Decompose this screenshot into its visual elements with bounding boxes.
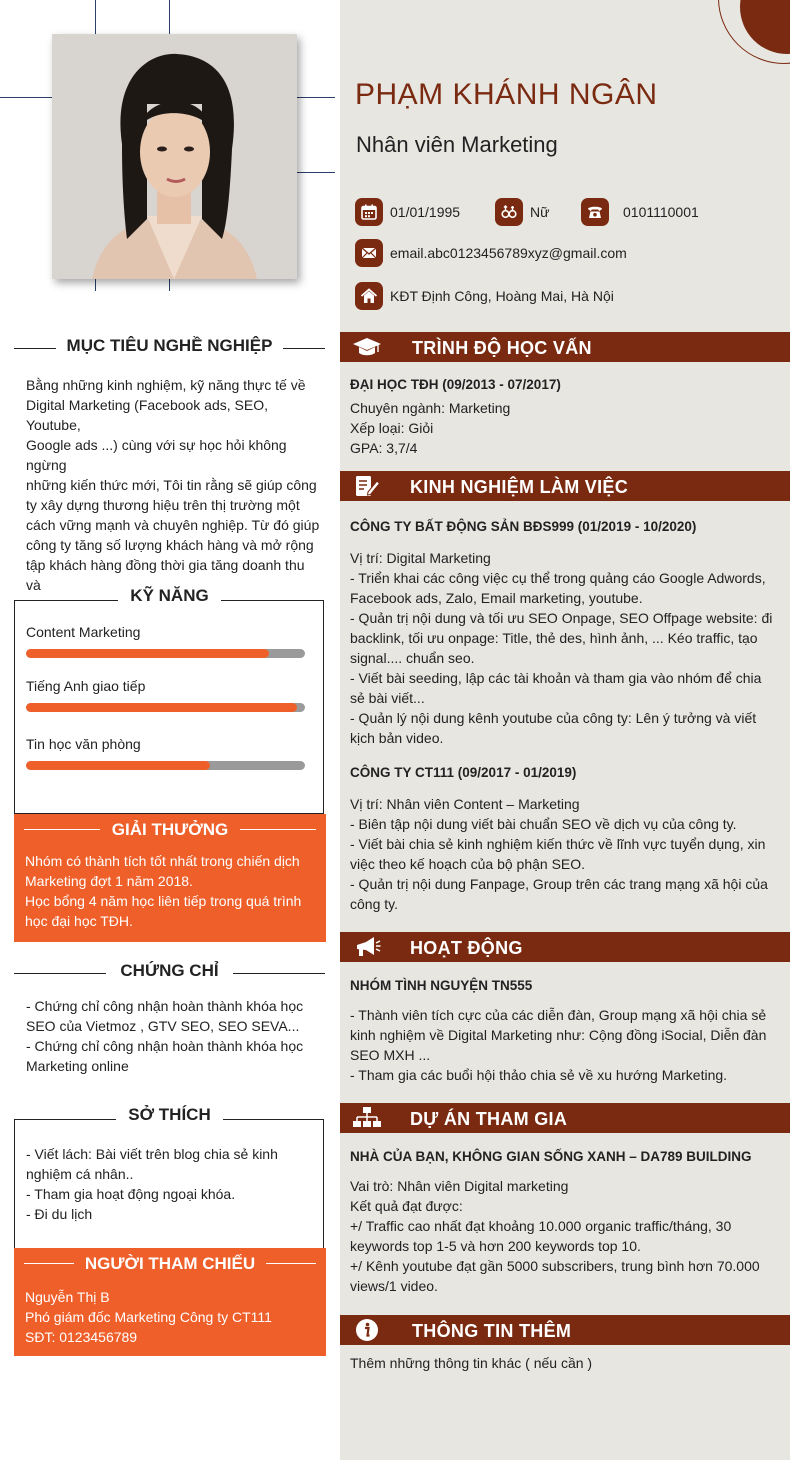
job-line: backlink, tối ưu onpage: Title, thẻ des, hình ảnh, ... Kéo traffic, tạo [350,630,758,646]
certificates-line: SEO của Vietmoz , GTV SEO, SEO SEVA... [26,1018,300,1034]
certificates-title: CHỨNG CHỈ [120,961,219,980]
more-info-title: THÔNG TIN THÊM [412,1321,572,1341]
graduation-cap-icon [352,335,382,359]
reference-line: Phó giám đốc Marketing Công ty CT111 [25,1309,272,1325]
objective-line: Bằng những kinh nghiệm, kỹ năng thực tế về [26,377,306,393]
experience-title: KINH NGHIỆM LÀM VIỆC [410,477,629,497]
job-line: sẻ bài viết... [350,690,425,706]
job-line: Vị trí: Digital Marketing [350,550,491,566]
objective-line: công ty tăng số lượng khách hàng và mở rộng [26,537,314,553]
job-line: công ty. [350,896,398,912]
activities-line: - Thành viên tích cực của các diễn đàn, Group mạng xã hội chia sẻ [350,1007,767,1023]
skill-label: Tin học văn phòng [26,736,141,752]
section-header-experience [340,471,790,501]
megaphone-icon [352,935,382,959]
job-line: kịch bản video. [350,730,444,746]
job-line: signal.... chuẩn seo. [350,650,475,666]
section-header-objective [14,336,325,360]
job-line: - Quản lý nội dung kênh youtube của công ty: Lên ý tưởng và viết [350,710,757,726]
job-title: Nhân viên Marketing [356,132,558,157]
projects-line: +/ Traffic cao nhất đạt khoảng 10.000 organic traffic/tháng, 30 [350,1218,732,1234]
skills-title: KỸ NĂNG [118,586,220,605]
home-icon [355,282,383,310]
awards-line: Marketing đợt 1 năm 2018. [25,873,193,889]
certificates-text [26,996,320,1076]
objective-line: Google ads ...) cùng với sự học hỏi không ngừng [26,437,287,473]
section-header-skills [14,586,325,610]
gender-icon [495,198,523,226]
certificates-line: - Chứng chỉ công nhận hoàn thành khóa học [26,1038,304,1054]
hobbies-line: - Đi du lịch [26,1206,93,1222]
objective-line: Digital Marketing (Facebook ads, SEO, Youtube, [26,397,268,433]
education-title: TRÌNH ĐỘ HỌC VẤN [412,338,592,358]
objective-line: cách vững mạnh và chuyên nghiệp. Từ đó giúp [26,517,320,533]
hobbies-text [26,1144,320,1224]
experience-job-2 [350,762,778,914]
objective-text [26,375,320,615]
awards-box [14,814,326,942]
hobbies-title: SỞ THÍCH [116,1105,223,1124]
projects-line: views/1 video. [350,1278,438,1294]
job-line: - Triển khai các công việc cụ thể trong quảng cáo Google Adwords, [350,570,766,586]
skill-label: Content Marketing [26,624,141,640]
job-line: - Viết bài seeding, lập các tài khoản và tham gia vào nhóm để chia [350,670,762,686]
skill-bar-office [26,761,305,770]
activities-title: HOẠT ĐỘNG [410,938,523,958]
birthday-text: 01/01/1995 [390,204,461,220]
section-header-activities [340,932,790,962]
more-info-content [350,1353,778,1373]
education-line: GPA: 3,7/4 [350,440,418,456]
section-header-hobbies [14,1105,325,1129]
certificates-line: Marketing online [26,1058,129,1074]
email-icon [355,239,383,267]
section-header-education [340,332,790,362]
education-content [350,374,778,458]
certificates-line: - Chứng chỉ công nhận hoàn thành khóa học [26,998,304,1014]
section-header-projects [340,1103,790,1133]
awards-line: học đại học TĐH. [25,913,133,929]
objective-line: tập khách hàng đồng thời gia tăng doanh thu và [26,557,305,593]
education-line: Chuyên ngành: Marketing [350,400,511,416]
hobbies-line: nghiệm cá nhân.. [26,1166,134,1182]
references-title: NGƯỜI THAM CHIẾU [84,1254,256,1273]
reference-line: Nguyễn Thị B [25,1289,110,1305]
contact-email [355,239,627,267]
info-icon [352,1318,382,1342]
more-info-line: Thêm những thông tin khác ( nếu cần ) [350,1355,593,1371]
projects-line: Kết quả đạt được: [350,1198,463,1214]
section-header-more-info [340,1315,790,1345]
projects-line: +/ Kênh youtube đạt gần 5000 subscribers, trung bình hơn 70.000 [350,1258,760,1274]
activities-heading: NHÓM TÌNH NGUYỆN TN555 [350,978,533,993]
activities-line: - Tham gia các buổi hội thảo chia sẻ về xu hướng Marketing. [350,1067,728,1083]
projects-heading: NHÀ CỦA BẠN, KHÔNG GIAN SỐNG XANH – DA789 BUILDING [350,1149,752,1164]
contact-birthday [355,198,460,226]
phone-text: 0101110001 [623,204,699,220]
job-line: Facebook ads, Zalo, Email marketing, youtube. [350,590,643,606]
awards-line: Học bổng 4 năm học liên tiếp trong quá trình [25,893,302,909]
awards-title: GIẢI THƯỞNG [111,820,229,839]
objective-title: MỤC TIÊU NGHỀ NGHIỆP [66,336,273,355]
awards-line: Nhóm có thành tích tốt nhất trong chiến dịch [25,853,300,869]
contact-address [355,282,614,310]
phone-icon [581,198,609,226]
contact-gender [495,198,549,226]
skill-bar-english [26,703,305,712]
activities-line: kinh nghiệm về Digital Marketing như: Cộng đồng iSocial, Diễn đàn [350,1027,767,1043]
objective-line: ty xây dựng thương hiệu trên thị trường một [26,497,300,513]
skill-bar-content-marketing [26,649,305,658]
section-header-certificates [14,961,325,985]
hierarchy-icon [352,1106,382,1130]
skill-label: Tiếng Anh giao tiếp [26,678,146,694]
job-line: Vị trí: Nhân viên Content – Marketing [350,796,580,812]
calendar-icon [355,198,383,226]
job-line: - Biên tập nội dung viết bài chuẩn SEO về dịch vụ của công ty. [350,816,737,832]
profile-photo [52,34,297,279]
job-heading: CÔNG TY BẤT ĐỘNG SẢN BĐS999 (01/2019 - 10/2020) [350,519,697,534]
candidate-name: PHẠM KHÁNH NGÂN [355,78,658,111]
objective-line: những kiến thức mới, Tôi tin rằng sẽ giúp công [26,477,317,493]
gender-text: Nữ [530,204,550,220]
hobbies-line: - Viết lách: Bài viết trên blog chia sẻ kinh [26,1146,278,1162]
address-text: KĐT Định Công, Hoàng Mai, Hà Nội [390,288,614,304]
projects-line: keywords top 1-5 và hơn 200 keywords top 10. [350,1238,641,1254]
reference-line: SĐT: 0123456789 [25,1329,138,1345]
education-heading: ĐẠI HỌC TĐH (09/2013 - 07/2017) [350,377,561,392]
email-text: email.abc0123456789xyz@gmail.com [390,245,627,261]
education-line: Xếp loại: Giỏi [350,420,434,436]
job-line: - Viết bài chia sẻ kinh nghiệm kiến thức về lĩnh vực tuyển dụng, xin [350,836,766,852]
references-box [14,1248,326,1356]
job-heading: CÔNG TY CT111 (09/2017 - 01/2019) [350,765,577,780]
job-line: việc theo kế hoạch của bộ phận SEO. [350,856,586,872]
projects-title: DỰ ÁN THAM GIA [410,1109,568,1129]
contact-phone [581,198,699,226]
job-line: - Quản trị nội dung Fanpage, Group trên các trang mạng xã hội của [350,876,768,892]
hobbies-line: - Tham gia hoạt động ngoại khóa. [26,1186,236,1202]
experience-job-1 [350,516,778,748]
document-edit-icon [352,474,382,498]
projects-content [350,1146,778,1296]
projects-line: Vai trò: Nhân viên Digital marketing [350,1178,569,1194]
activities-line: SEO MXH ... [350,1047,431,1063]
activities-content [350,975,778,1085]
job-line: - Quản trị nội dung và tối ưu SEO Onpage, SEO Offpage website: đi [350,610,773,626]
